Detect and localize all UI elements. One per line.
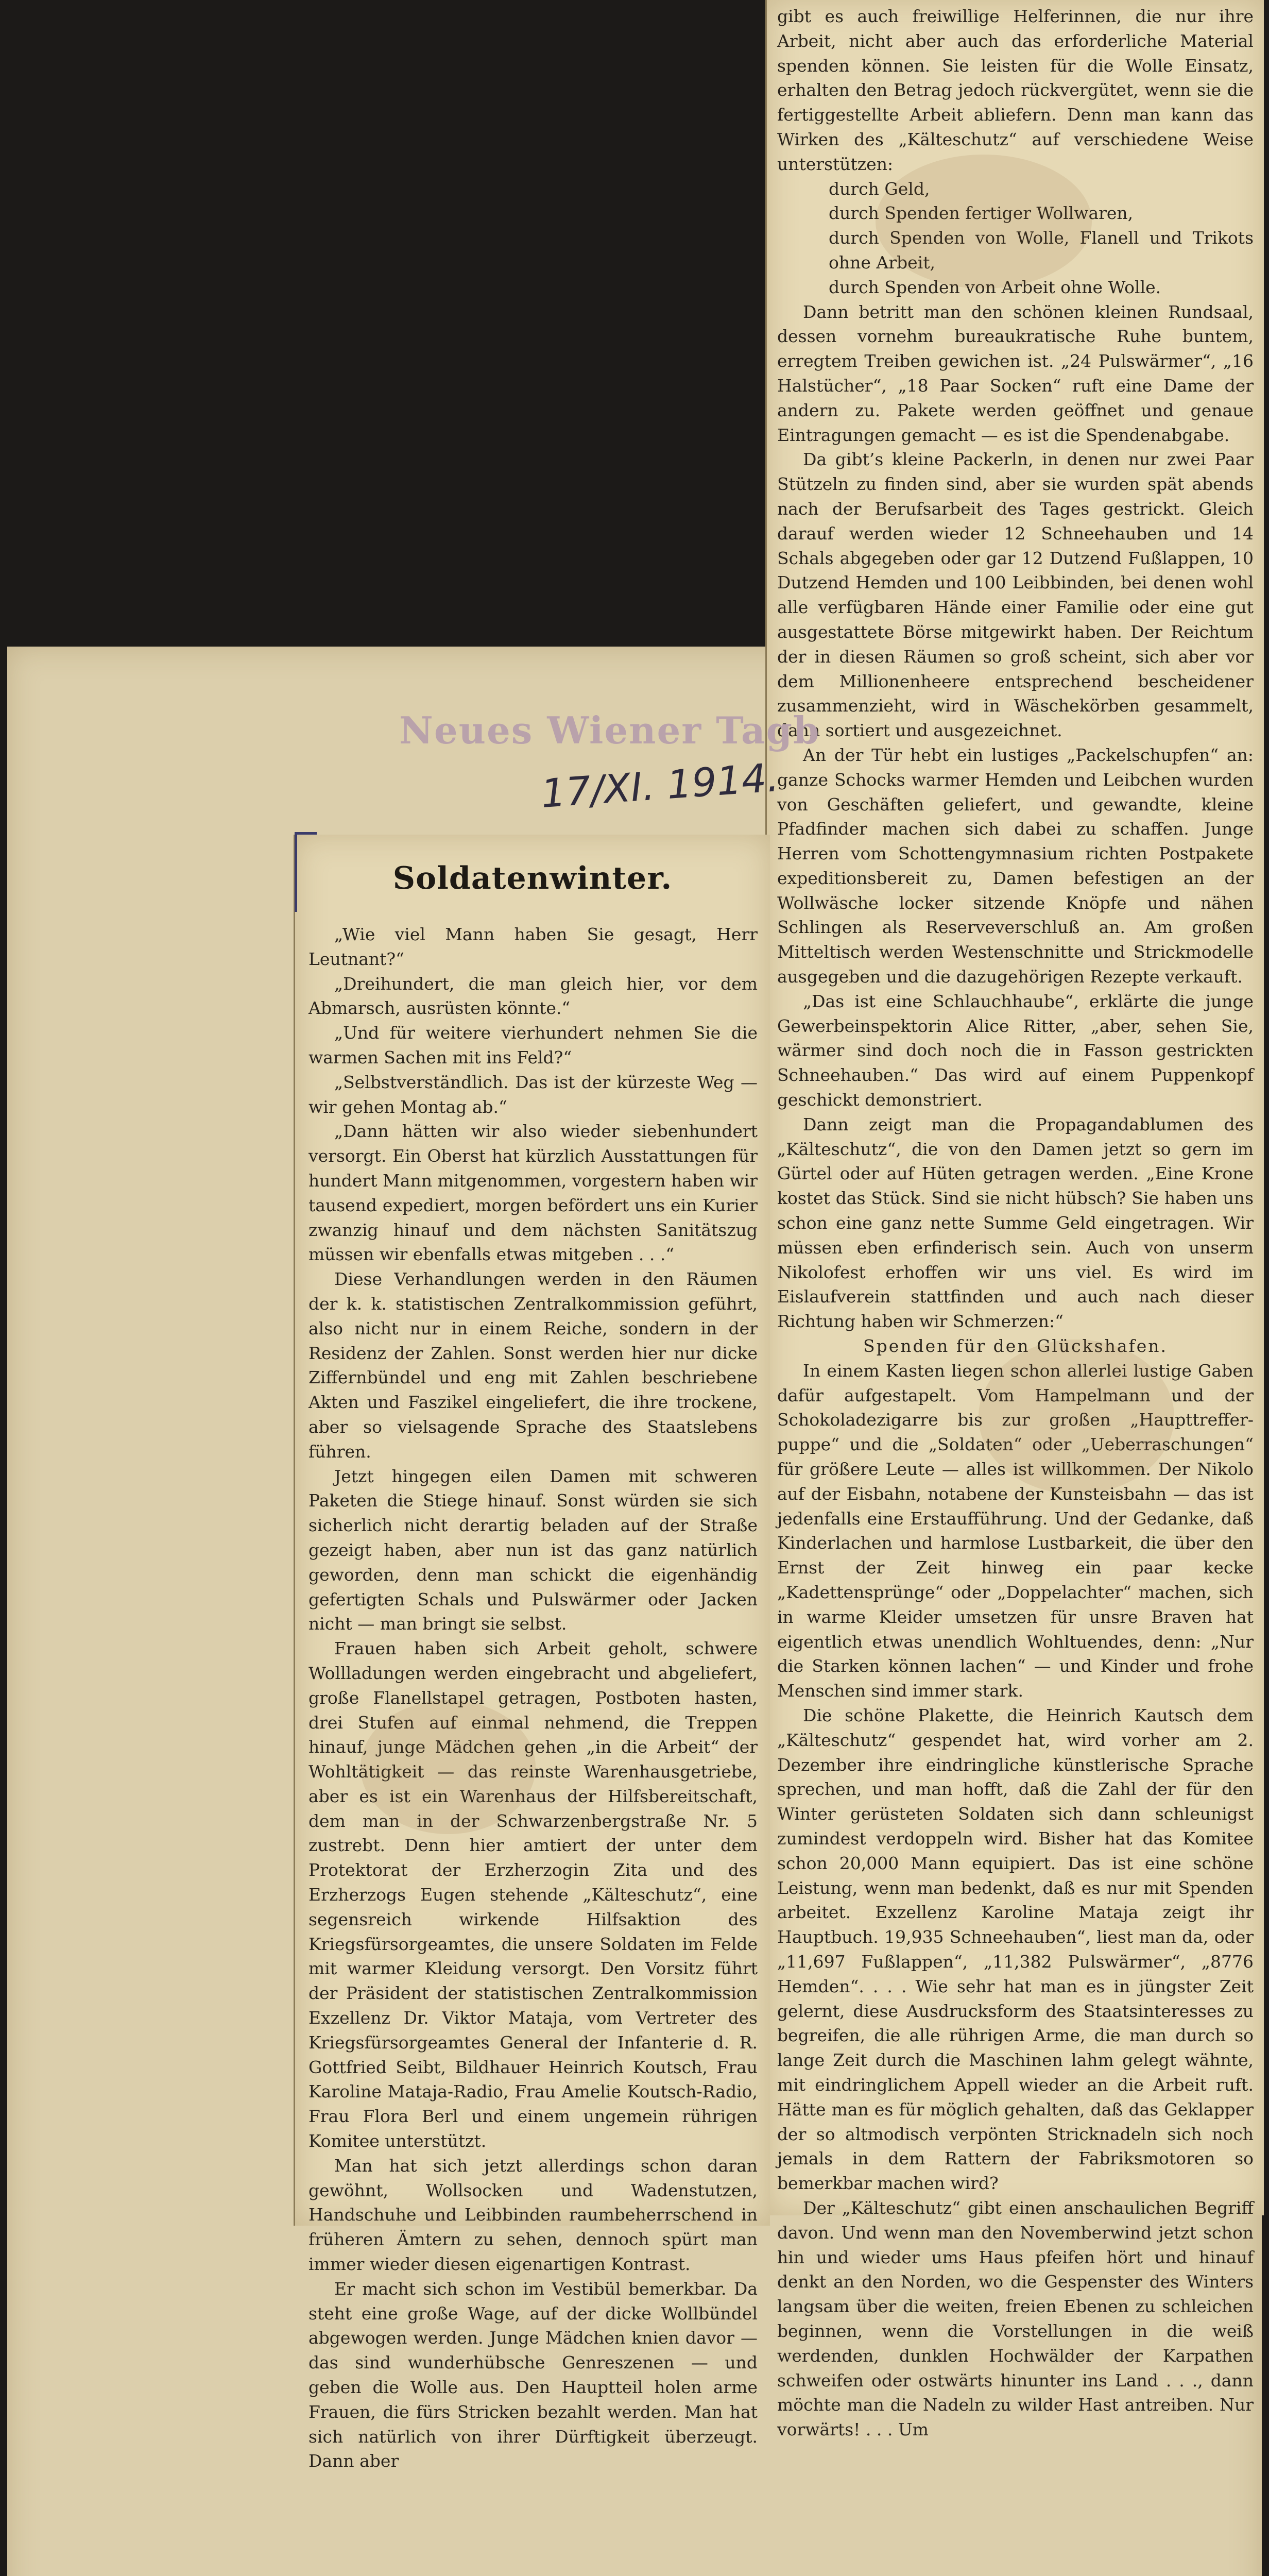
left-paragraph: „Und für weitere vierhundert nehmen Sie die warmen Sachen mit ins Feld?“: [308, 1023, 758, 1067]
right-paragraph: durch Spenden fertiger Wollwaren,: [829, 203, 1134, 224]
clipping-left-column: [294, 835, 770, 2471]
left-paragraph: „Dann hätten wir also wieder siebenhundert versorgt. Ein Oberst hat kürzlich Ausstattungen für hundert Mann mitgenommen, vorgestern haben wir tausend expediert, morgen befördert uns ein Kurier zwanzig hinauf und dem nächsten Sanitätszug müssen wir ebenfalls etwas mitgeben . . .“: [308, 1121, 758, 1265]
right-paragraph: Dann zeigt man die Propagandablumen des „Kälteschutz“, die von den Damen jetzt so gern im Gürtel oder auf Hüten getragen werden. „Eine Krone kostet das Stück. Sind sie nicht hübsch? Sie haben uns schon eine ganz nette Summe Geld eingetragen. Wir müssen eben erfinderisch sein. Auch von unserm Nikolofest erhoffen wir uns viel. Es wird im Eislaufverein stattfinden und auch nach dieser Richtung haben wir Schmerzen:“: [777, 1114, 1254, 1332]
right-paragraph: Der „Kälteschutz“ gibt einen anschaulichen Begriff davon. Und wenn man den Novemberwind jetzt schon hin und wieder ums Haus pfeifen hört und hinauf denkt an den Norden, wo die Gespenster des Winters langsam über die weiten, freien Ebenen zu schleichen beginnen, wenn die Vorstellungen in die weiß werdenden, dunklen Hochwälder der Karpathen schweifen oder ostwärts hinunter ins Land . . ., dann möchte man die Nadeln zu wilder Hast antreiben. Nur vorwärts! . . . Um: [777, 2197, 1254, 2440]
newspaper-masthead-stamp: Neues Wiener Tagb: [399, 708, 820, 752]
left-paragraph: Man hat sich jetzt allerdings schon daran gewöhnt, Wollsocken und Wadenstutzen, Handschuhe und Leibbinden raumbeherrschend in früheren Ämtern zu sehen, dennoch spürt man immer wieder diesen eigenartigen Kontrast.: [308, 2155, 758, 2275]
left-paragraph: Diese Verhandlungen werden in den Räumen der k. k. statistischen Zentralkommission geführt, also nicht nur in einem Reiche, sondern in der Residenz der Zahlen. Sonst werden hier nur dicke Ziffernbündel und eng mit Zahlen beschriebene Akten und Faszikel eingeliefert, die ihre trockene, aber so vielsagende Sprache des Staatslebens führen.: [308, 1269, 758, 1462]
left-paragraph: „Selbstverständlich. Das ist der kürzeste Weg — wir gehen Montag ab.“: [308, 1072, 758, 1117]
right-column-text: [777, 4, 1254, 2440]
paper-stain: [979, 1340, 1174, 1494]
handwritten-date: 17/XI. 1914.: [539, 754, 781, 817]
clipping-right-column: [765, 0, 1264, 2440]
right-paragraph: „Das ist eine Schlauchhaube“, erklärte die junge Gewerbeinspektorin Alice Ritter, „aber, sehen Sie, wärmer sind doch noch die in Fasson gestrickten Schneehauben.“ Das wird auf einem Puppenkopf geschickt demonstriert.: [777, 991, 1254, 1110]
left-paragraph: „Wie viel Mann haben Sie gesagt, Herr Leutnant?“: [308, 924, 758, 969]
right-paragraph: durch Spenden von Wolle, Flanell und Trikots ohne Arbeit,: [829, 228, 1254, 273]
right-paragraph: In einem Kasten liegen schon allerlei lustige Gaben dafür aufgestapelt. Vom Hampelmann und der Schokoladezigarre bis zur großen „Haupttreffer-puppe“ und die „Soldaten“ oder „Ueberraschungen“ für größere Leute — alles ist willkommen. Der Nikolo auf der Eisbahn, notabene der Kunsteisbahn — das ist jedenfalls eine Erstaufführung. Und der Gedanke, daß Kinderlachen und harmlose Lustbarkeit, die über den Ernst der Zeit hinweg ein paar kecke „Kadettensprünge“ oder „Doppelachter“ machen, sich in warme Kleider umsetzen für unsre Braven hat eigentlich etwas unendlich Wohltuendes, denn: „Nur die Starken können lachen“ — und Kinder und frohe Menschen sind immer stark.: [777, 1360, 1254, 1701]
right-paragraph: An der Tür hebt ein lustiges „Packelschupfen“ an: ganze Schocks warmer Hemden und Leibchen wurden von Geschäften geliefert, und gewandte, kleine Pfadfinder machen sich dabei zu schaffen. Junge Herren vom Schottengymnasium richten Postpakete expeditionsbereit zu, Damen befestigen an der Wollwäsche locker sitzende Knöpfe und nähen Schlingen als Reserveverschluß an. Am großen Mitteltisch werden Westenschnitte und Strickmodelle ausgegeben und die dazugehörigen Rezepte verkauft.: [777, 744, 1254, 987]
pencil-corner-mark: [295, 832, 317, 912]
paper-stain: [876, 155, 1092, 289]
section-subheading: Spenden für den Glückshafen.: [863, 1336, 1168, 1357]
right-paragraph: Dann betritt man den schönen kleinen Rundsaal, dessen vornehm bureaukratische Ruhe buntem, erregtem Treiben gewichen ist. „24 Pulswärmer“, „16 Halstücher“, „18 Paar Socken“ ruft eine Dame der andern zu. Pakete werden geöffnet und genaue Eintragungen gemacht — es ist die Spendenabgabe.: [777, 301, 1254, 445]
paper-stain: [361, 1700, 536, 1834]
left-paragraph: Frauen haben sich Arbeit geholt, schwere Wollladungen werden eingebracht und abgeliefert, große Flanellstapel getragen, Postboten hasten, drei Stufen auf einmal nehmend, die Treppen hinauf, junge Mädchen gehen „in die Arbeit“ der Wohltätigkeit — das reinste Warenhausgetriebe, aber es ist ein Warenhaus der Hilfsbereitschaft, dem man in der Schwarzenbergstraße Nr. 5 zustrebt. Denn hier amtiert der unter dem Protektorat der Erzherzogin Zita und des Erzherzogs Eugen stehende „Kälteschutz“, eine segensreich wirkende Hilfsaktion des Kriegsfürsorgeamtes, die unsere Soldaten im Felde mit warmer Kleidung versorgt. Den Vorsitz führt der Präsident der statistischen Zentralkommission Exzellenz Dr. Viktor Mataja, vom Vertreter des Kriegsfürsorgeamtes General der Infanterie d. R. Gottfried Seibt, Bildhauer Heinrich Koutsch, Frau Karoline Mataja-Radio, Frau Amelie Koutsch-Radio, Frau Flora Berl und einem ungemein rührigen Komitee unterstützt.: [308, 1638, 758, 2151]
right-paragraph: Die schöne Plakette, die Heinrich Kautsch dem „Kälteschutz“ gespendet hat, wird vorher am 2. Dezember ihre eindringliche künstlerische Sprache sprechen, und man hofft, daß die Zahl der für den Winter gerüsteten Soldaten sich dann schleunigst zumindest verdoppeln wird. Bisher hat das Komitee schon 20,000 Mann equipiert. Das ist eine schöne Leistung, wenn man bedenkt, daß es nur mit Spenden arbeitet. Exzellenz Karoline Mataja zeigt ihr Hauptbuch. 19,935 Schneehauben“, liest man da, oder „11,697 Fußlappen“, „11,382 Pulswärmer“, „8776 Hemden“. . . . Wie sehr hat man es in jüngster Zeit gelernt, diese Ausdrucksform des Staatsinteresses zu begreifen, die alle rührigen Arme, die man durch so lange Zeit durch die Maschinen lahm gelegt wähnte, mit eindringlichem Appell wieder an die Arbeit ruft. Hätte man es für möglich gehalten, daß das Geklapper der so altmodisch verpönten Stricknadeln sich noch jemals in dem Rattern der Fabriksmotoren so bemerkbar machen wird?: [777, 1705, 1254, 2194]
article-headline: Soldatenwinter.: [392, 860, 673, 896]
right-paragraph: Da gibt’s kleine Packerln, in denen nur zwei Paar Stützeln zu finden sind, aber sie wurden spät abends nach der Berufsarbeit des Tages gestrickt. Gleich darauf werden wieder 12 Schneehauben und 14 Schals abgegeben oder gar 12 Dutzend Fußlappen, 10 Dutzend Hemden und 100 Leibbinden, bei denen wohl alle verfügbaren Hände einer Familie oder eine gut ausgestattete Börse mitgewirkt haben. Der Reichtum der in diesen Räumen so groß scheint, sich aber vor dem Millionenheere entsprechend bescheidener zusammenzieht, wird in Wäschekörben gesammelt, dann sortiert und ausgezeichnet.: [777, 449, 1254, 741]
right-paragraph: durch Spenden von Arbeit ohne Wolle.: [829, 277, 1161, 297]
right-paragraph: durch Geld,: [829, 178, 930, 199]
right-paragraph: gibt es auch freiwillige Helferinnen, die nur ihre Arbeit, nicht aber auch das erforderliche Material spenden können. Sie leisten für die Wolle Einsatz, erhalten den Betrag jedoch rückvergütet, wenn sie die fertiggestellte Arbeit abliefern. Denn man kann das Wirken des „Kälteschutz“ auf verschiedene Weise unterstützen:: [777, 6, 1254, 174]
left-paragraph: „Dreihundert, die man gleich hier, vor dem Abmarsch, ausrüsten könnte.“: [308, 973, 758, 1019]
left-column-text: [308, 922, 758, 2471]
left-paragraph: Er macht sich schon im Vestibül bemerkbar. Da steht eine große Wage, auf der dicke Wollbündel abgewogen werden. Junge Mädchen knien davor — das sind wunderhübsche Genreszenen — und geben die Wolle aus. Den Hauptteil holen arme Frauen, die fürs Stricken bezahlt werden. Man hat sich natürlich von ihrer Dürftigkeit überzeugt. Dann aber: [308, 2278, 758, 2471]
left-paragraph: Jetzt hingegen eilen Damen mit schweren Paketen die Stiege hinauf. Sonst würden sie sich sicherlich nicht derartig beladen auf der Straße gezeigt haben, aber nun ist das ganz natürlich geworden, denn man schickt die eigenhändig gefertigten Schals und Pulswärmer oder Jacken nicht — man bringt sie selbst.: [308, 1466, 758, 1634]
